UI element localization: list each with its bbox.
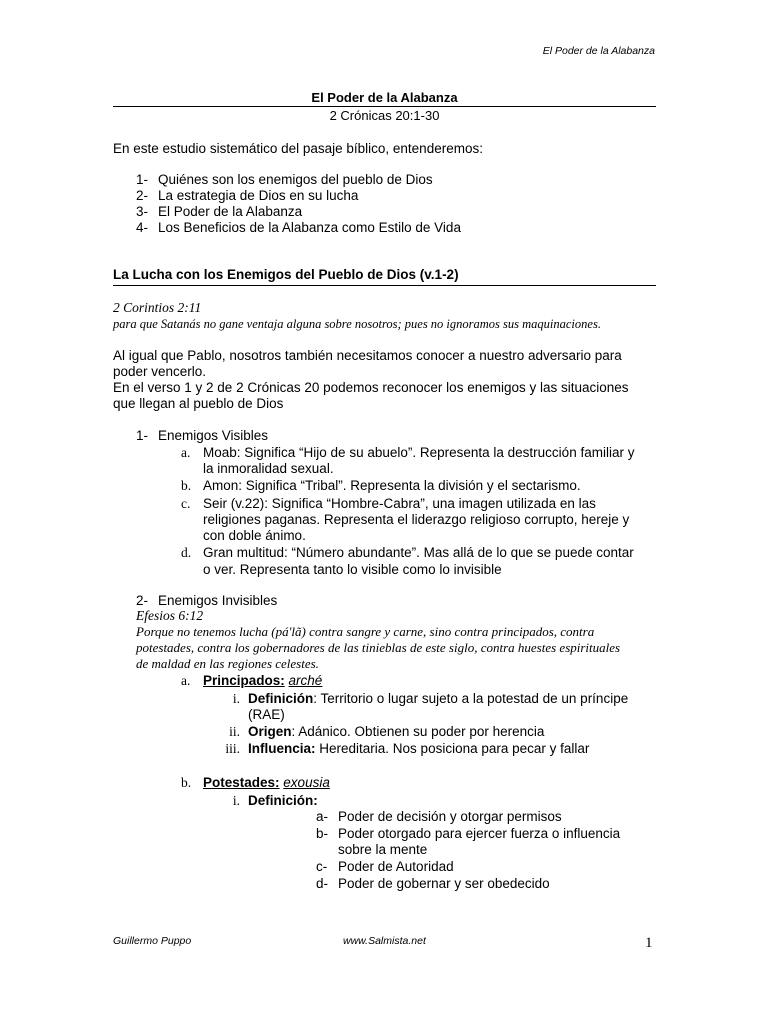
item-marker: a.: [181, 673, 191, 688]
running-header: El Poder de la Alabanza: [542, 45, 655, 57]
outline-num: 4-: [136, 220, 149, 235]
intro-paragraph: En este estudio sistemático del pasaje bíblico, entenderemos:: [113, 141, 483, 156]
item-line: Amon: Significa “Tribal”. Representa la división y el sectarismo.: [203, 478, 581, 493]
def-marker: d-: [316, 876, 329, 891]
verse-text: para que Satanás no gane ventaja alguna sobre nosotros; pues no ignoramos sus maquinaciones.: [113, 317, 601, 331]
item-marker: b.: [181, 478, 192, 493]
outline-item: Los Beneficios de la Alabanza como Estilo de Vida: [158, 220, 461, 235]
def-line: Poder otorgado para ejercer fuerza o influencia: [338, 826, 621, 841]
subitem-line: (RAE): [248, 707, 285, 722]
subitem-label: Origen: [248, 724, 292, 739]
def-line: Poder de gobernar y ser obedecido: [338, 876, 550, 891]
item-marker: c.: [181, 496, 191, 511]
list-heading: Enemigos Visibles: [158, 428, 269, 443]
subitem-text: : Adánico. Obtienen su poder por herencia: [291, 724, 545, 739]
outline-num: 1-: [136, 172, 149, 187]
item-marker: a.: [181, 445, 191, 460]
section-heading: La Lucha con los Enemigos del Pueblo de Dios (v.1-2): [113, 267, 459, 282]
paragraph-line: Al igual que Pablo, nosotros también necesitamos conocer a nuestro adversario para: [113, 348, 622, 363]
subitem-marker: i.: [232, 793, 240, 808]
page-number: 1: [645, 935, 653, 951]
subitem-label: Influencia:: [248, 741, 316, 756]
paragraph-line: que llegan al pueblo de Dios: [113, 396, 284, 411]
def-marker: a-: [316, 809, 329, 824]
outline-num: 3-: [136, 204, 149, 219]
def-marker: c-: [316, 859, 328, 874]
principados-heading: [203, 672, 322, 689]
outline-item: Quiénes son los enemigos del pueblo de Dios: [158, 172, 433, 187]
subitem-line: [248, 723, 544, 740]
footer-site: www.Salmista.net: [343, 935, 426, 947]
def-line: sobre la mente: [338, 842, 428, 857]
subitem-line: [248, 690, 628, 707]
outline-item: El Poder de la Alabanza: [158, 204, 303, 219]
potestades-term: exousia: [283, 775, 330, 790]
item-marker: d.: [181, 545, 192, 560]
verse-line: Porque no tenemos lucha (pá'lã) contra sangre y carne, sino contra principados, contra: [136, 624, 595, 639]
item-line: Seir (v.22): Significa “Hombre-Cabra”, una imagen utilizada en las: [203, 496, 596, 511]
verse-reference: 2 Corintios 2:11: [113, 300, 202, 315]
paragraph-line: poder vencerlo.: [113, 364, 207, 379]
definition-label: Definición:: [248, 793, 318, 808]
subitem-text: : Territorio o lugar sujeto a la potestad de un príncipe: [313, 691, 629, 706]
list-heading: Enemigos Invisibles: [158, 593, 278, 608]
verse-line: potestades, contra los gobernadores de las tinieblas de este siglo, contra huestes espirituales: [136, 640, 621, 655]
item-line: la inmoralidad sexual.: [203, 461, 334, 476]
subitem-label: Definición: [248, 691, 314, 706]
item-line: o ver. Representa tanto lo visible como lo invisible: [203, 562, 502, 577]
title-rule: [113, 106, 656, 107]
subitem-marker: iii.: [225, 741, 240, 756]
def-line: Poder de decisión y otorgar permisos: [338, 809, 562, 824]
document-title: El Poder de la Alabanza: [311, 90, 458, 105]
potestades-heading: [203, 774, 330, 791]
outline-item: La estrategia de Dios en su lucha: [158, 188, 359, 203]
footer-author: Guillermo Puppo: [113, 935, 192, 947]
list-number: 2-: [136, 593, 149, 608]
verse-line: de maldad en las regiones celestes.: [136, 656, 319, 671]
item-line: con doble ánimo.: [203, 528, 306, 543]
verse-reference: Efesios 6:12: [136, 608, 204, 623]
outline-num: 2-: [136, 188, 149, 203]
item-line: Moab: Significa “Hijo de su abuelo”. Representa la destrucción familiar y: [203, 445, 635, 460]
subitem-line: [248, 740, 589, 757]
subitem-text: Hereditaria. Nos posiciona para pecar y fallar: [315, 741, 590, 756]
list-number: 1-: [136, 428, 149, 443]
subitem-marker: ii.: [229, 724, 240, 739]
item-marker: b.: [181, 775, 192, 790]
paragraph-line: En el verso 1 y 2 de 2 Crónicas 20 podemos reconocer los enemigos y las situaciones: [113, 380, 629, 395]
item-line: Gran multitud: “Número abundante”. Mas allá de lo que se puede contar: [203, 545, 634, 560]
document-subtitle: 2 Crónicas 20:1-30: [329, 108, 440, 123]
principados-term: arché: [288, 673, 323, 688]
section-rule: [113, 285, 656, 286]
potestades-label: Potestades:: [203, 775, 280, 790]
def-marker: b-: [316, 826, 329, 841]
subitem-marker: i.: [232, 691, 240, 706]
item-line: religiones paganas. Representa el liderazgo religioso corrupto, hereje y: [203, 512, 630, 527]
def-line: Poder de Autoridad: [338, 859, 454, 874]
principados-label: Principados:: [203, 673, 285, 688]
